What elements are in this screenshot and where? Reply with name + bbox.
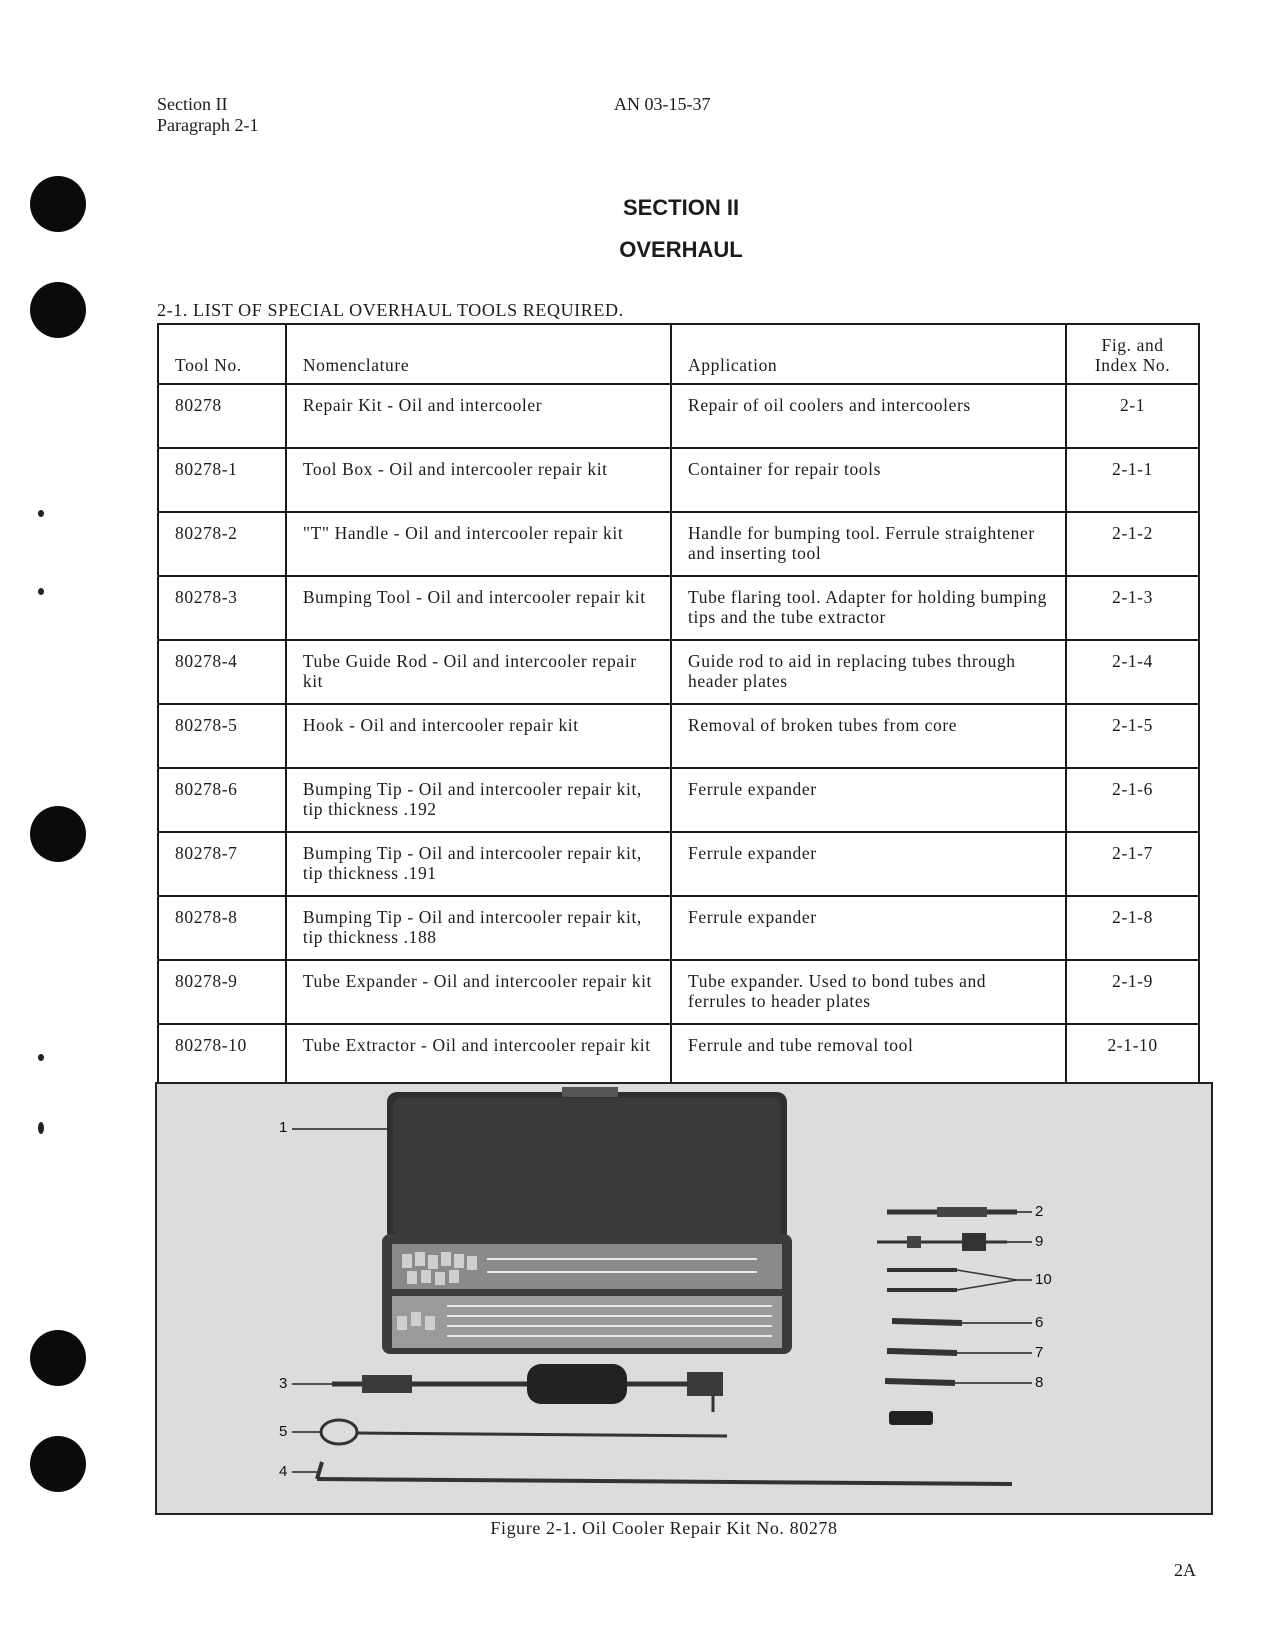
table-row: [158, 384, 1199, 448]
scan-speck: [38, 510, 44, 517]
table-row: [158, 704, 1199, 768]
col-header-fig-line1: Fig. and: [1101, 335, 1164, 355]
callout-7: 7: [1035, 1344, 1044, 1361]
cell-fig: 2-1-8: [1066, 896, 1199, 960]
bumping-tips: [885, 1321, 962, 1383]
cell-tool-no: 80278-8: [158, 896, 286, 960]
binder-hole: [30, 1436, 86, 1492]
table-header-row: [158, 324, 1199, 384]
tube-extractor: [887, 1270, 1017, 1290]
cell-application: Ferrule expander: [671, 768, 1066, 832]
binder-hole: [30, 806, 86, 862]
cell-tool-no: 80278-1: [158, 448, 286, 512]
cell-fig: 2-1-10: [1066, 1024, 1199, 1088]
cell-fig: 2-1-7: [1066, 832, 1199, 896]
cell-nomenclature: Repair Kit - Oil and intercooler: [286, 384, 671, 448]
section-title: SECTION II: [622, 195, 740, 220]
cell-fig: 2-1-1: [1066, 448, 1199, 512]
cell-application: Container for repair tools: [671, 448, 1066, 512]
cell-fig: 2-1: [1066, 384, 1199, 448]
callout-3: 3: [279, 1375, 288, 1392]
cell-tool-no: 80278-5: [158, 704, 286, 768]
table-row: [158, 448, 1199, 512]
cell-tool-no: 80278-7: [158, 832, 286, 896]
cell-nomenclature: Bumping Tip - Oil and intercooler repair kit, tip thickness .188: [286, 896, 671, 960]
cell-fig: 2-1-6: [1066, 768, 1199, 832]
table-row: [158, 768, 1199, 832]
cell-nomenclature: Bumping Tip - Oil and intercooler repair kit, tip thickness .192: [286, 768, 671, 832]
callout-2: 2: [1035, 1203, 1044, 1220]
cell-application: Ferrule expander: [671, 832, 1066, 896]
table-row: [158, 1024, 1199, 1088]
repair-kit-photo: [155, 1082, 1213, 1515]
callout-4: 4: [279, 1463, 288, 1480]
tube-expander: [877, 1233, 1007, 1251]
bumping-tool: [332, 1364, 723, 1412]
cell-nomenclature: Bumping Tool - Oil and intercooler repair kit: [286, 576, 671, 640]
cell-application: Tube expander. Used to bond tubes and ferrules to header plates: [671, 960, 1066, 1024]
table-row: [158, 960, 1199, 1024]
cell-nomenclature: Tube Expander - Oil and intercooler repair kit: [286, 960, 671, 1024]
callout-6: 6: [1035, 1314, 1044, 1331]
table-row: [158, 640, 1199, 704]
tube-guide-rod: [317, 1462, 1012, 1484]
cell-nomenclature: "T" Handle - Oil and intercooler repair kit: [286, 512, 671, 576]
callout-9: 9: [1035, 1233, 1044, 1250]
header-paragraph: Paragraph 2-1: [157, 115, 259, 135]
cell-tool-no: 80278-4: [158, 640, 286, 704]
cell-application: Tube flaring tool. Adapter for holding bumping tips and the tube extractor: [671, 576, 1066, 640]
cell-fig: 2-1-2: [1066, 512, 1199, 576]
callout-8: 8: [1035, 1374, 1044, 1391]
header-section: Section II: [157, 94, 228, 114]
cell-tool-no: 80278: [158, 384, 286, 448]
header-doc-number: AN 03-15-37: [614, 94, 711, 114]
table-row: [158, 576, 1199, 640]
repair-kit-illustration: [157, 1084, 1211, 1513]
cell-tool-no: 80278-9: [158, 960, 286, 1024]
col-header-tool-no: Tool No.: [158, 324, 286, 384]
cell-application: Guide rod to aid in replacing tubes through header plates: [671, 640, 1066, 704]
cell-application: Ferrule and tube removal tool: [671, 1024, 1066, 1088]
figure-caption: Figure 2-1. Oil Cooler Repair Kit No. 80278: [490, 1518, 838, 1538]
col-header-fig-index: [1066, 324, 1199, 384]
cell-tool-no: 80278-10: [158, 1024, 286, 1088]
cell-nomenclature: Hook - Oil and intercooler repair kit: [286, 704, 671, 768]
tool-box-latch: [562, 1087, 618, 1097]
col-header-fig-line2: Index No.: [1094, 355, 1171, 375]
cell-fig: 2-1-9: [1066, 960, 1199, 1024]
cell-nomenclature: Tube Guide Rod - Oil and intercooler repair kit: [286, 640, 671, 704]
binder-hole: [30, 1330, 86, 1386]
cell-tool-no: 80278-2: [158, 512, 286, 576]
callout-1: 1: [279, 1119, 288, 1136]
table-row: [158, 512, 1199, 576]
col-header-application: Application: [671, 324, 1066, 384]
cell-nomenclature: Tube Extractor - Oil and intercooler repair kit: [286, 1024, 671, 1088]
table-row: [158, 832, 1199, 896]
hook: [321, 1420, 727, 1444]
cell-application: Repair of oil coolers and intercoolers: [671, 384, 1066, 448]
cell-tool-no: 80278-6: [158, 768, 286, 832]
cell-fig: 2-1-4: [1066, 640, 1199, 704]
cell-fig: 2-1-3: [1066, 576, 1199, 640]
callout-10: 10: [1035, 1271, 1052, 1288]
scan-speck: [38, 588, 44, 595]
cell-application: Handle for bumping tool. Ferrule straightener and inserting tool: [671, 512, 1066, 576]
table-row: [158, 896, 1199, 960]
cell-nomenclature: Tool Box - Oil and intercooler repair kit: [286, 448, 671, 512]
section-name: OVERHAUL: [619, 237, 743, 262]
cell-nomenclature: Bumping Tip - Oil and intercooler repair kit, tip thickness .191: [286, 832, 671, 896]
cell-application: Removal of broken tubes from core: [671, 704, 1066, 768]
page-number: 2A: [1174, 1560, 1196, 1580]
cell-fig: 2-1-5: [1066, 704, 1199, 768]
cell-tool-no: 80278-3: [158, 576, 286, 640]
scan-speck: [38, 1122, 44, 1134]
tools-list-caption: 2-1. LIST OF SPECIAL OVERHAUL TOOLS REQUIRED.: [157, 300, 624, 320]
callout-5: 5: [279, 1423, 288, 1440]
spare-tip: [889, 1411, 933, 1425]
t-handle: [887, 1207, 1017, 1217]
scan-speck: [38, 1054, 44, 1061]
col-header-nomenclature: Nomenclature: [286, 324, 671, 384]
binder-hole: [30, 282, 86, 338]
cell-application: Ferrule expander: [671, 896, 1066, 960]
tools-table: [157, 323, 1200, 1089]
